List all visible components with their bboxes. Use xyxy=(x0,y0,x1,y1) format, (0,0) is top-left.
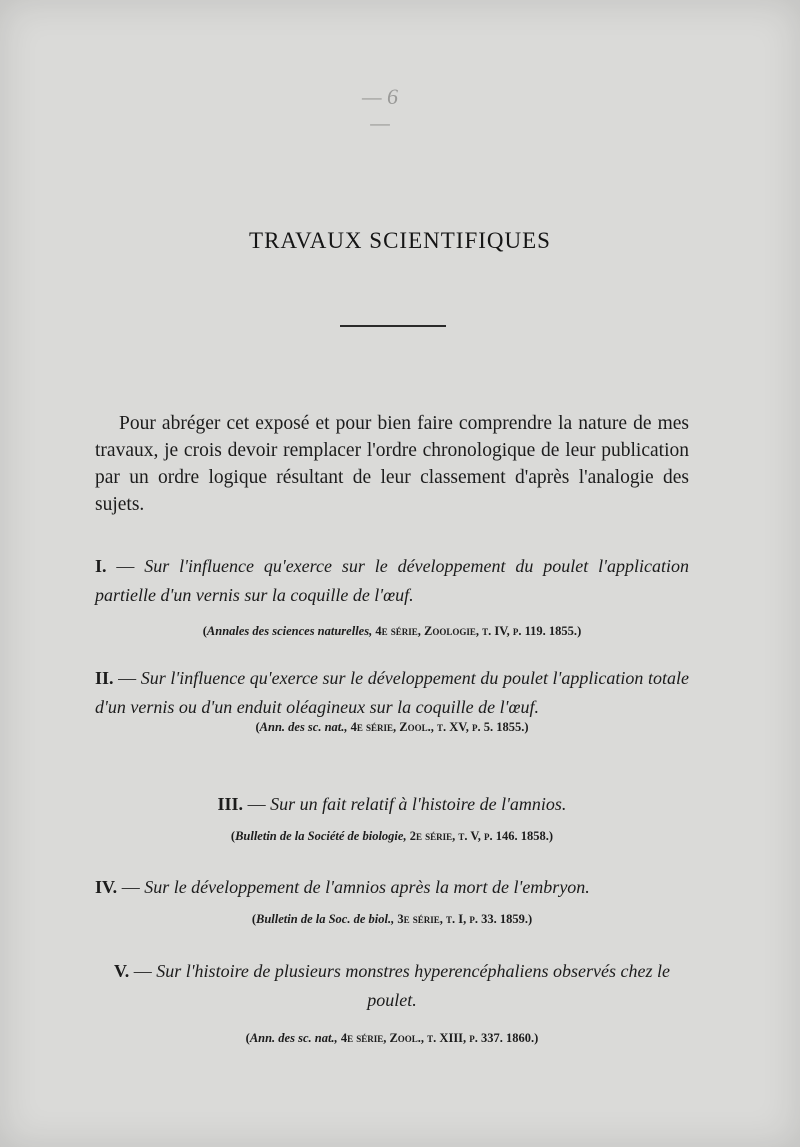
entry-title: Sur l'influence qu'exerce sur le développement du poulet l'application totale d'un vernis ou d'un enduit oléagineux sur la coquille de l'œuf. xyxy=(95,668,690,717)
reference-details: 3e série, t. I, p. 33. 1859. xyxy=(394,912,528,926)
entry-number: III. xyxy=(217,794,244,814)
entry-heading: IV. — Sur le développement de l'amnios après la mort de l'embryon. xyxy=(95,877,590,897)
entry-number: V. xyxy=(114,961,130,981)
entry-heading: III. — Sur un fait relatif à l'histoire de l'amnios. xyxy=(217,794,567,814)
intro-paragraph: Pour abréger cet exposé et pour bien faire comprendre la nature de mes travaux, je crois devoir remplacer l'ordre chronologique de leur publication par un ordre logique résultant de leur classement d'après l'analogie des sujets. xyxy=(95,413,689,515)
entry-2 xyxy=(95,664,689,736)
reference-publication: Annales des sciences naturelles, xyxy=(206,624,373,638)
entry-5 xyxy=(95,957,689,1047)
page-number: — 6 — xyxy=(361,84,399,135)
entry-reference: (Bulletin de la Soc. de biol., 3e série, t. I, p. 33. 1859.) xyxy=(251,912,533,926)
reference-publication: Ann. des sc. nat., xyxy=(259,720,348,734)
reference-details: 4e série, Zool., t. XIII, p. 337. 1860. xyxy=(337,1031,535,1045)
entry-reference: (Ann. des sc. nat., 4e série, Zool., t. XV, p. 5. 1855.) xyxy=(255,720,529,734)
reference-publication: Bulletin de la Société de biologie, xyxy=(235,829,407,843)
entry-3 xyxy=(95,790,689,845)
entry-title: Sur un fait relatif à l'histoire de l'amnios. xyxy=(270,794,567,814)
title-rule xyxy=(340,325,446,327)
entry-reference: (Bulletin de la Société de biologie, 2e série, t. V, p. 146. 1858.) xyxy=(230,829,554,843)
entry-number: I. xyxy=(95,556,107,576)
entry-title: Sur l'influence qu'exerce sur le développement du poulet l'application partielle d'un vernis sur la coquille de l'œuf. xyxy=(95,556,689,605)
reference-details: 2e série, t. V, p. 146. 1858. xyxy=(406,829,549,843)
reference-details: 4e série, Zoologie, t. IV, p. 119. 1855. xyxy=(372,624,578,638)
reference-publication: Ann. des sc. nat., xyxy=(249,1031,338,1045)
entry-4 xyxy=(95,873,689,928)
entry-heading: II. — Sur l'influence qu'exerce sur le développement du poulet l'application totale d'un vernis ou d'un enduit oléagineux sur la coquille de l'œuf. xyxy=(95,668,690,717)
entry-reference: (Annales des sciences naturelles, 4e série, Zoologie, t. IV, p. 119. 1855.) xyxy=(202,624,582,638)
entry-heading: V. — Sur l'histoire de plusieurs monstres hyperencéphaliens observés chez le poulet. xyxy=(114,961,670,1010)
page-title: TRAVAUX SCIENTIFIQUES xyxy=(249,228,551,253)
entry-number: IV. xyxy=(95,877,118,897)
entry-heading: I. — Sur l'influence qu'exerce sur le développement du poulet l'application partielle d'un vernis sur la coquille de l'œuf. xyxy=(95,556,689,605)
entry-title: Sur le développement de l'amnios après la mort de l'embryon. xyxy=(144,877,590,897)
reference-publication: Bulletin de la Soc. de biol., xyxy=(256,912,395,926)
entry-number: II. xyxy=(95,668,114,688)
entry-1 xyxy=(95,552,689,640)
reference-details: 4e série, Zool., t. XV, p. 5. 1855. xyxy=(347,720,525,734)
entry-title: Sur l'histoire de plusieurs monstres hyperencéphaliens observés chez le poulet. xyxy=(156,961,670,1010)
entry-reference: (Ann. des sc. nat., 4e série, Zool., t. XIII, p. 337. 1860.) xyxy=(245,1031,539,1045)
